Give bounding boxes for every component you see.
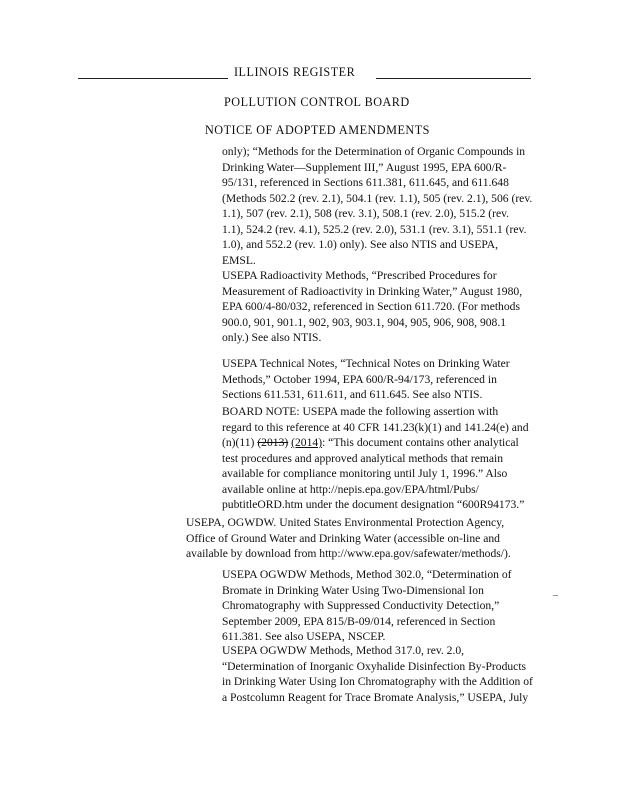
text-line: regard to this reference at 40 CFR 141.23(k)(1) and 141.24(e) and: [222, 420, 529, 434]
text-line: test procedures and approved analytical methods that remain: [222, 451, 504, 465]
board-title: POLLUTION CONTROL BOARD: [224, 95, 410, 109]
text-line: 95/131, referenced in Sections 611.381, 611.645, and 611.648: [222, 176, 509, 189]
text-line: BOARD NOTE: USEPA made the following assertion with: [222, 405, 499, 418]
text-line: only); “Methods for the Determination of Organic Compounds in: [222, 145, 526, 158]
notice-title: NOTICE OF ADOPTED AMENDMENTS: [205, 123, 430, 137]
paragraph-radioactivity-methods: [222, 268, 522, 346]
paragraph-technical-notes: [222, 356, 510, 403]
header-rule-right: [376, 78, 531, 79]
text-line: USEPA, OGWDW. United States Environmental Protection Agency,: [186, 516, 505, 529]
text-line: a Postcolumn Reagent for Trace Bromate Analysis,” USEPA, July: [222, 690, 529, 704]
text-line: 611.381. See also USEPA, NSCEP.: [222, 630, 386, 643]
text-line: “Determination of Inorganic Oxyhalide Disinfection By-Products: [222, 659, 527, 673]
register-title: ILLINOIS REGISTER: [234, 65, 356, 79]
text-line: available for compliance monitoring until July 1, 1996.” Also: [222, 467, 508, 480]
paragraph-method-317: [222, 643, 533, 705]
struck-year: (2013): [257, 436, 289, 449]
text-line: available online at http://nepis.epa.gov/EPA/html/Pubs/: [222, 482, 479, 496]
header-rule-left: [78, 78, 228, 79]
paragraph-ogwdw: [186, 515, 511, 562]
text-line: 1.0), and 552.2 (rev. 1.0) only). See also NTIS and USEPA,: [222, 238, 499, 251]
text-line: USEPA OGWDW Methods, Method 302.0, “Determination of: [222, 568, 512, 581]
text-line: Chromatography with Suppressed Conductivity Detection,”: [222, 599, 500, 612]
text-line: pubtitleORD.htm under the document designation “600R94173.”: [222, 498, 525, 511]
text-line: (Methods 502.2 (rev. 2.1), 504.1 (rev. 1.1), 505 (rev. 2.1), 506 (rev.: [222, 191, 533, 205]
paragraph-method-302: [222, 567, 512, 645]
text-line-amended: [222, 435, 529, 451]
text-line: available by download from http://www.epa.gov/safewater/methods/).: [186, 547, 511, 560]
text-line: Methods,” October 1994, EPA 600/R-94/173, referenced in: [222, 372, 497, 386]
text-line: Office of Ground Water and Drinking Water (accessible on-line and: [186, 531, 500, 545]
paragraph-board-note: [222, 404, 529, 513]
text-line: Sections 611.531, 611.611, and 611.645. See also NTIS.: [222, 388, 483, 401]
text-line: only.) See also NTIS.: [222, 331, 322, 344]
paragraph-methods-organic: [222, 144, 532, 268]
text-line: 900.0, 901, 901.1, 902, 903, 903.1, 904, 905, 906, 908, 908.1: [222, 315, 507, 329]
text-line: September 2009, EPA 815/B-09/014, referenced in Section: [222, 614, 496, 628]
text-line: USEPA Radioactivity Methods, “Prescribed Procedures for: [222, 269, 497, 282]
text-line: 1.1), 524.2 (rev. 4.1), 525.2 (rev. 2.0), 531.1 (rev. 3.1), 551.1 (rev.: [222, 222, 527, 236]
inserted-year: (2014): [291, 436, 323, 449]
text-line: 1.1), 507 (rev. 2.1), 508 (rev. 3.1), 508.1 (rev. 2.0), 515.2 (rev.: [222, 207, 510, 220]
text-line: USEPA Technical Notes, “Technical Notes on Drinking Water: [222, 357, 510, 370]
text-line: USEPA OGWDW Methods, Method 317.0, rev. 2.0,: [222, 644, 465, 657]
text-line: EMSL.: [222, 253, 256, 267]
text-line: Bromate in Drinking Water Using Two-Dimensional Ion: [222, 583, 484, 597]
text-line: EPA 600/4-80/032, referenced in Section 611.720. (For methods: [222, 300, 520, 313]
text-line: Drinking Water—Supplement III,” August 1995, EPA 600/R-: [222, 160, 507, 174]
text-fragment: (n)(11): [222, 436, 258, 449]
text-line: in Drinking Water Using Ion Chromatography with the Addition of: [222, 675, 533, 688]
text-fragment: : “This document contains other analytical: [322, 436, 519, 449]
text-line: Measurement of Radioactivity in Drinking Water,” August 1980,: [222, 284, 523, 298]
margin-mark: –: [553, 590, 558, 601]
